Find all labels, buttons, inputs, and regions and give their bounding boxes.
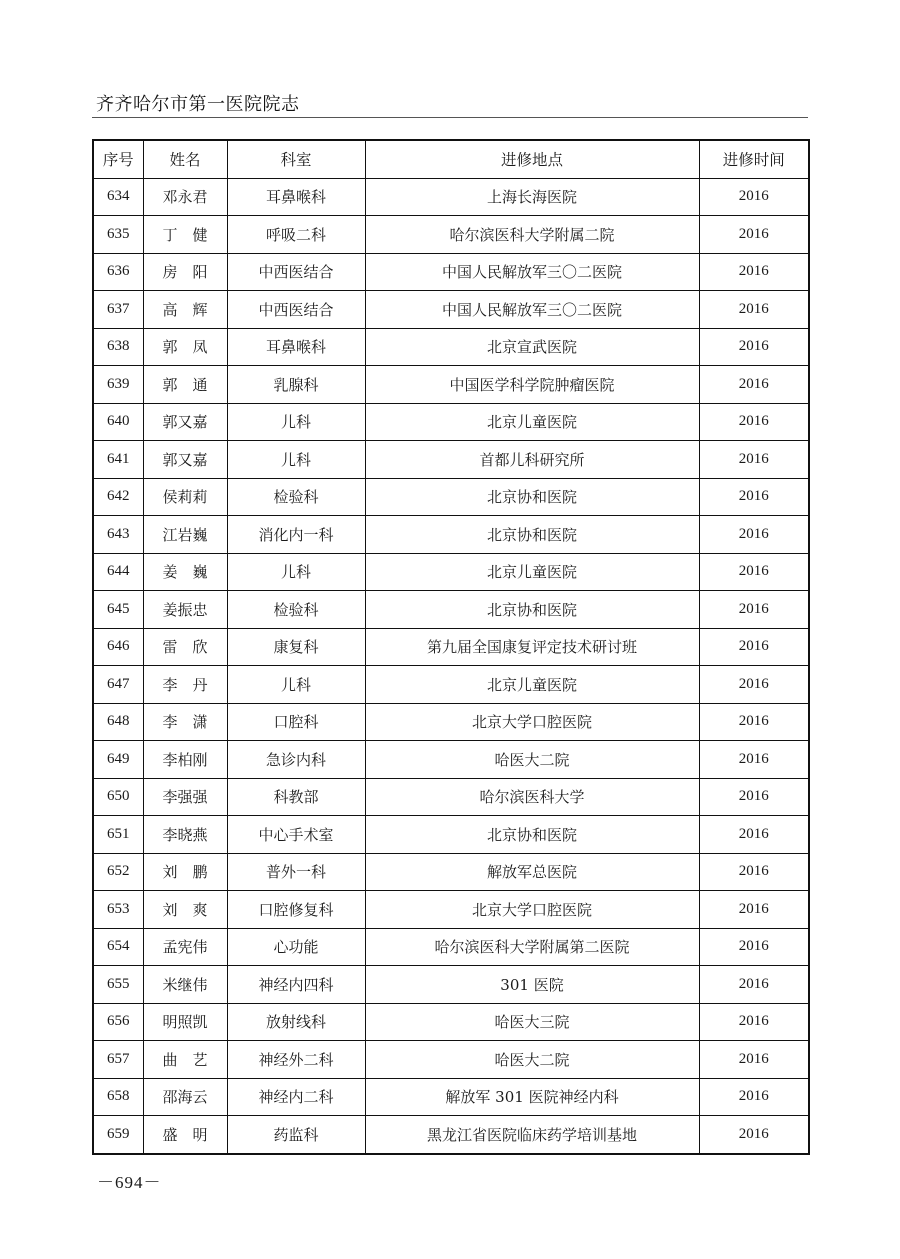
cell-training-place: 301 医院 [365,966,699,1004]
cell-training-place: 北京协和医院 [365,816,699,854]
cell-training-place: 上海长海医院 [365,178,699,216]
cell-department: 中西医结合 [227,253,365,291]
cell-department: 神经内四科 [227,966,365,1004]
cell-name: 侯莉莉 [143,478,227,516]
cell-number: 652 [93,853,143,891]
cell-number: 640 [93,403,143,441]
cell-number: 649 [93,741,143,779]
cell-name: 郭 凤 [143,328,227,366]
training-roster-table [92,139,810,1155]
cell-training-time: 2016 [699,178,809,216]
page-number: －694－ [97,1173,162,1192]
cell-number: 648 [93,703,143,741]
cell-training-place: 哈医大二院 [365,1041,699,1079]
table-row [93,553,809,591]
cell-training-place: 哈医大二院 [365,741,699,779]
cell-department: 耳鼻喉科 [227,178,365,216]
cell-department: 乳腺科 [227,366,365,404]
cell-training-time: 2016 [699,703,809,741]
cell-training-place: 北京大学口腔医院 [365,703,699,741]
cell-name: 姜振忠 [143,591,227,629]
cell-training-time: 2016 [699,816,809,854]
table-row [93,816,809,854]
cell-training-place: 解放军总医院 [365,853,699,891]
cell-training-place: 中国人民解放军三〇二医院 [365,253,699,291]
table-row [93,366,809,404]
cell-name: 刘 爽 [143,891,227,929]
cell-number: 639 [93,366,143,404]
cell-department: 神经外二科 [227,1041,365,1079]
cell-number: 656 [93,1003,143,1041]
cell-name: 姜 巍 [143,553,227,591]
cell-training-time: 2016 [699,853,809,891]
column-header-number: 序号 [93,140,143,178]
table-body [93,178,809,1154]
table-row [93,966,809,1004]
cell-department: 呼吸二科 [227,216,365,254]
cell-training-place: 北京协和医院 [365,591,699,629]
cell-training-place: 哈尔滨医科大学附属第二医院 [365,928,699,966]
cell-training-time: 2016 [699,591,809,629]
cell-training-time: 2016 [699,778,809,816]
cell-department: 口腔科 [227,703,365,741]
cell-department: 儿科 [227,666,365,704]
cell-number: 657 [93,1041,143,1079]
column-header-training-time: 进修时间 [699,140,809,178]
cell-training-time: 2016 [699,1041,809,1079]
cell-training-time: 2016 [699,253,809,291]
cell-training-place: 第九届全国康复评定技术研讨班 [365,628,699,666]
cell-name: 李 潇 [143,703,227,741]
cell-training-time: 2016 [699,553,809,591]
cell-department: 检验科 [227,478,365,516]
cell-number: 658 [93,1078,143,1116]
cell-training-place: 黑龙江省医院临床药学培训基地 [365,1116,699,1154]
cell-training-time: 2016 [699,478,809,516]
cell-training-time: 2016 [699,1003,809,1041]
cell-training-place: 北京儿童医院 [365,666,699,704]
cell-department: 儿科 [227,441,365,479]
cell-number: 647 [93,666,143,704]
cell-name: 明照凯 [143,1003,227,1041]
table-row [93,1116,809,1154]
cell-training-place: 解放军 301 医院神经内科 [365,1078,699,1116]
table-header-row [93,140,809,178]
cell-name: 李 丹 [143,666,227,704]
table-row [93,516,809,554]
cell-name: 丁 健 [143,216,227,254]
cell-department: 儿科 [227,403,365,441]
cell-number: 644 [93,553,143,591]
cell-training-time: 2016 [699,441,809,479]
cell-number: 641 [93,441,143,479]
cell-name: 郭又嘉 [143,403,227,441]
cell-name: 刘 鹏 [143,853,227,891]
cell-training-place: 哈尔滨医科大学附属二院 [365,216,699,254]
cell-training-time: 2016 [699,928,809,966]
table-row [93,328,809,366]
cell-department: 神经内二科 [227,1078,365,1116]
table-row [93,178,809,216]
column-header-training-place: 进修地点 [365,140,699,178]
cell-department: 耳鼻喉科 [227,328,365,366]
cell-number: 646 [93,628,143,666]
cell-number: 654 [93,928,143,966]
cell-name: 邵海云 [143,1078,227,1116]
cell-name: 郭 通 [143,366,227,404]
table-row [93,628,809,666]
cell-name: 邓永君 [143,178,227,216]
cell-training-time: 2016 [699,516,809,554]
cell-training-place: 哈尔滨医科大学 [365,778,699,816]
cell-training-place: 北京儿童医院 [365,403,699,441]
table-row [93,1003,809,1041]
cell-department: 急诊内科 [227,741,365,779]
table-row [93,216,809,254]
cell-training-place: 北京协和医院 [365,478,699,516]
cell-department: 中西医结合 [227,291,365,329]
header-rule [92,117,808,118]
cell-number: 635 [93,216,143,254]
cell-training-time: 2016 [699,891,809,929]
cell-number: 659 [93,1116,143,1154]
cell-training-place: 北京大学口腔医院 [365,891,699,929]
cell-number: 651 [93,816,143,854]
table-row [93,891,809,929]
cell-department: 消化内一科 [227,516,365,554]
cell-number: 645 [93,591,143,629]
table-row [93,253,809,291]
cell-department: 中心手术室 [227,816,365,854]
cell-name: 雷 欣 [143,628,227,666]
cell-training-place: 哈医大三院 [365,1003,699,1041]
cell-training-place: 中国人民解放军三〇二医院 [365,291,699,329]
cell-number: 634 [93,178,143,216]
cell-training-place: 首都儿科研究所 [365,441,699,479]
table-row [93,403,809,441]
cell-number: 642 [93,478,143,516]
cell-department: 放射线科 [227,1003,365,1041]
table-row [93,441,809,479]
cell-number: 650 [93,778,143,816]
cell-name: 孟宪伟 [143,928,227,966]
cell-name: 盛 明 [143,1116,227,1154]
table-row [93,741,809,779]
cell-training-time: 2016 [699,366,809,404]
cell-department: 康复科 [227,628,365,666]
cell-training-place: 北京宣武医院 [365,328,699,366]
table-row [93,291,809,329]
table-row [93,778,809,816]
cell-department: 普外一科 [227,853,365,891]
cell-department: 科教部 [227,778,365,816]
running-title: 齐齐哈尔市第一医院院志 [96,94,300,115]
table-row [93,853,809,891]
table-row [93,1078,809,1116]
cell-training-time: 2016 [699,741,809,779]
cell-number: 637 [93,291,143,329]
cell-training-time: 2016 [699,291,809,329]
cell-training-time: 2016 [699,1116,809,1154]
column-header-name: 姓名 [143,140,227,178]
cell-department: 儿科 [227,553,365,591]
cell-department: 药监科 [227,1116,365,1154]
cell-name: 李强强 [143,778,227,816]
cell-training-place: 北京儿童医院 [365,553,699,591]
cell-training-time: 2016 [699,628,809,666]
cell-department: 检验科 [227,591,365,629]
table-row [93,666,809,704]
cell-department: 口腔修复科 [227,891,365,929]
cell-name: 曲 艺 [143,1041,227,1079]
column-header-department: 科室 [227,140,365,178]
cell-training-place: 北京协和医院 [365,516,699,554]
cell-number: 655 [93,966,143,1004]
cell-training-time: 2016 [699,328,809,366]
table-row [93,478,809,516]
cell-number: 643 [93,516,143,554]
table-row [93,1041,809,1079]
cell-training-time: 2016 [699,403,809,441]
cell-number: 653 [93,891,143,929]
cell-training-place: 中国医学科学院肿瘤医院 [365,366,699,404]
table-row [93,703,809,741]
cell-name: 米继伟 [143,966,227,1004]
table-row [93,928,809,966]
cell-department: 心功能 [227,928,365,966]
cell-name: 高 辉 [143,291,227,329]
cell-name: 郭又嘉 [143,441,227,479]
cell-training-time: 2016 [699,966,809,1004]
cell-training-time: 2016 [699,1078,809,1116]
cell-name: 李晓燕 [143,816,227,854]
table-row [93,591,809,629]
cell-name: 房 阳 [143,253,227,291]
cell-name: 江岩巍 [143,516,227,554]
cell-name: 李柏刚 [143,741,227,779]
cell-number: 636 [93,253,143,291]
cell-training-time: 2016 [699,666,809,704]
cell-number: 638 [93,328,143,366]
cell-training-time: 2016 [699,216,809,254]
